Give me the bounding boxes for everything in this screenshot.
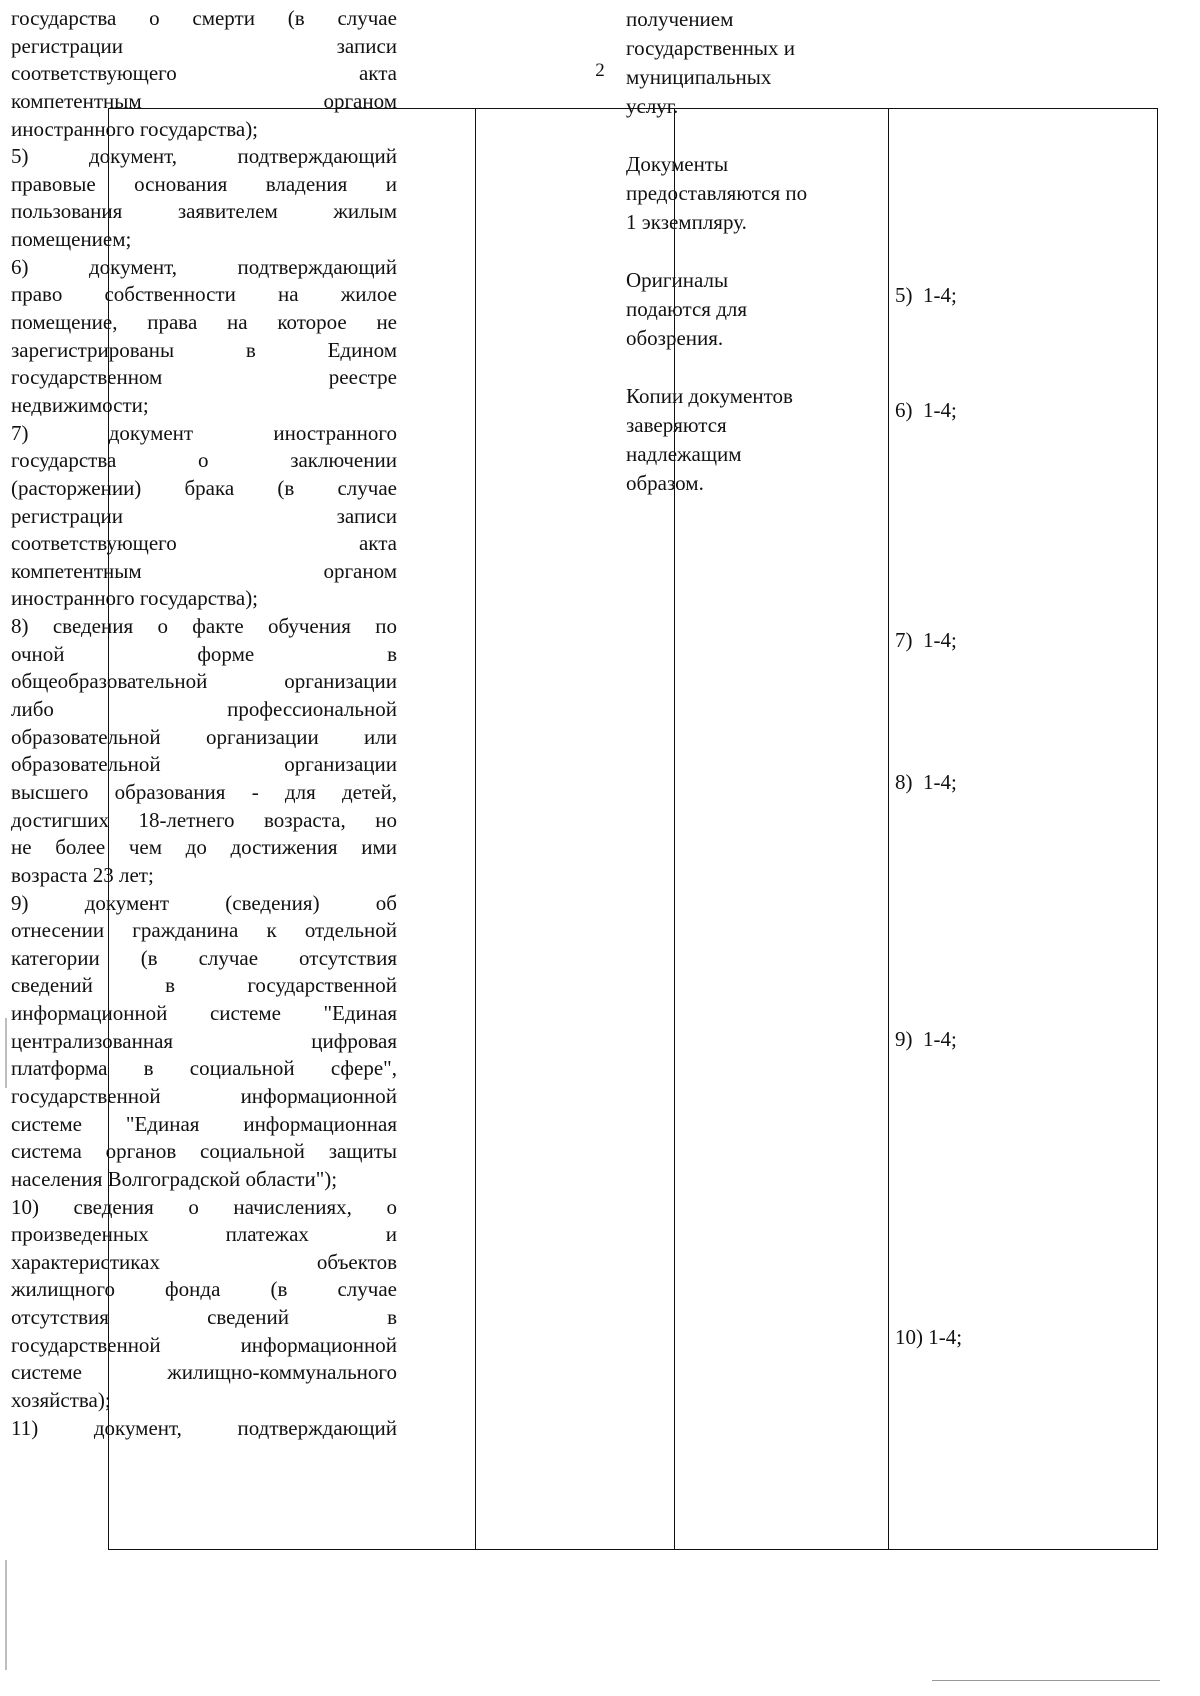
- document-word: 10): [11, 1194, 39, 1219]
- document-word: в: [245, 337, 256, 362]
- document-word: информационная: [243, 1111, 397, 1136]
- submission-note-line: Документы: [626, 152, 729, 176]
- document-word: хозяйства);: [11, 1388, 111, 1413]
- document-word: платежах: [225, 1222, 309, 1247]
- document-word: "Единая: [323, 1001, 397, 1026]
- document-word: компетентным: [11, 558, 142, 583]
- document-word: чем: [128, 835, 163, 860]
- document-word: о: [157, 614, 168, 639]
- reference-entry: 9) 1-4;: [895, 1027, 957, 1051]
- reference-entry: 5) 1-4;: [895, 283, 957, 307]
- document-word: организации: [284, 752, 397, 777]
- document-word: отсутствия: [299, 945, 397, 970]
- document-word: записи: [336, 33, 397, 58]
- document-word: отсутствия: [11, 1305, 109, 1330]
- document-word: сведения: [73, 1194, 154, 1219]
- document-word: о: [386, 1194, 397, 1219]
- document-text-line: [11, 281, 397, 309]
- document-text-line: [11, 254, 397, 282]
- document-word: подтверждающий: [237, 1415, 397, 1440]
- document-word: (в: [287, 6, 305, 30]
- document-word: права: [147, 310, 198, 335]
- submission-note-line: образом.: [626, 471, 704, 495]
- document-text-line: [11, 143, 397, 171]
- document-word: сведений: [207, 1305, 289, 1330]
- document-text-line: [11, 1304, 397, 1332]
- document-word: государственном: [11, 365, 163, 390]
- document-text-line: [11, 226, 397, 254]
- document-text-line: [11, 337, 397, 365]
- document-text-line: [11, 447, 397, 475]
- document-text-line: [11, 641, 397, 669]
- document-word: 7): [11, 420, 29, 445]
- submission-note-block: [626, 382, 841, 498]
- document-text-line: [11, 392, 397, 420]
- document-word: на: [227, 310, 248, 335]
- document-text-line: [11, 1387, 397, 1415]
- document-word: помещением;: [11, 227, 132, 252]
- document-text-line: [11, 668, 397, 696]
- document-word: в: [387, 641, 397, 666]
- document-word: 8): [11, 614, 29, 639]
- document-text-line: [11, 613, 397, 641]
- document-word: либо: [11, 697, 54, 722]
- reference-entry: 10) 1-4;: [895, 1325, 963, 1349]
- document-word: системе: [209, 1001, 281, 1026]
- submission-note-line: 1 экземпляру.: [626, 210, 747, 234]
- document-text-line: [11, 1000, 397, 1028]
- document-word: 18-летнего: [138, 807, 235, 832]
- document-text-line: [11, 558, 397, 586]
- document-text-line: [11, 503, 397, 531]
- document-word: государственной: [11, 1083, 161, 1108]
- document-text-line: [11, 751, 397, 779]
- document-word: помещение,: [11, 310, 118, 335]
- document-text-line: [11, 5, 397, 33]
- document-word: начислениях,: [233, 1194, 352, 1219]
- document-word: случае: [337, 1277, 397, 1302]
- document-word: -: [251, 779, 259, 804]
- submission-note-line: муниципальных: [626, 65, 772, 89]
- document-text-line: [11, 420, 397, 448]
- document-word: не: [376, 310, 397, 335]
- document-text-line: [11, 1249, 397, 1277]
- document-word: случае: [198, 945, 259, 970]
- document-word: реестре: [328, 365, 397, 390]
- document-word: информационной: [240, 1083, 397, 1108]
- document-word: "Единая: [125, 1111, 200, 1136]
- document-word: детей,: [341, 779, 397, 804]
- document-word: объектов: [316, 1249, 397, 1274]
- scan-artifact: [5, 1560, 7, 1670]
- document-word: акта: [358, 61, 397, 86]
- document-word: 6): [11, 254, 29, 279]
- document-text-line: [11, 585, 397, 613]
- document-text-line: [11, 724, 397, 752]
- document-word: компетентным: [11, 88, 142, 113]
- document-word: (в: [277, 475, 295, 500]
- document-text-line: [11, 1359, 397, 1387]
- document-word: смерти: [192, 6, 255, 30]
- document-word: в: [143, 1056, 154, 1081]
- document-text-line: [11, 1221, 397, 1249]
- document-text-line: [11, 1276, 397, 1304]
- submission-note-line: государственных и: [626, 36, 796, 60]
- document-word: форме: [197, 641, 255, 666]
- document-word: подтверждающий: [237, 144, 397, 169]
- document-text-line: [11, 1194, 397, 1222]
- document-text-line: [11, 890, 397, 918]
- document-text-line: [11, 1055, 397, 1083]
- document-word: жилым: [333, 199, 397, 224]
- document-word: ими: [361, 835, 397, 860]
- document-text-line: [11, 945, 397, 973]
- submission-note-line: заверяются: [626, 413, 727, 437]
- document-text-line: [11, 1138, 397, 1166]
- document-word: основания: [134, 171, 228, 196]
- document-word: регистрации: [11, 33, 123, 58]
- document-word: централизованная: [11, 1028, 174, 1053]
- document-word: к: [266, 918, 277, 943]
- document-word: на: [277, 282, 299, 307]
- document-text-line: [11, 917, 397, 945]
- document-word: которое: [277, 310, 347, 335]
- document-text-line: [11, 116, 397, 144]
- document-word: (сведения): [225, 890, 320, 915]
- document-word: но: [375, 807, 397, 832]
- document-text-line: [11, 1028, 397, 1056]
- document-word: жилищно-коммунального: [167, 1360, 397, 1385]
- document-word: сведения: [52, 614, 134, 639]
- submission-note-line: обозрения.: [626, 326, 724, 350]
- document-word: иностранного государства);: [11, 586, 259, 611]
- document-word: органом: [323, 88, 397, 113]
- document-word: до: [185, 835, 207, 860]
- document-text-line: [11, 834, 397, 862]
- document-word: документ: [84, 890, 170, 915]
- document-word: заявителем: [177, 199, 278, 224]
- document-word: государственной: [11, 1332, 161, 1357]
- submission-note-block: [626, 5, 841, 121]
- document-word: для: [284, 779, 316, 804]
- document-word: система: [11, 1139, 82, 1164]
- document-word: категории: [11, 945, 100, 970]
- document-word: по: [375, 614, 397, 639]
- document-word: возраста,: [264, 807, 346, 832]
- document-word: брака: [184, 475, 235, 500]
- document-word: 11): [11, 1415, 39, 1440]
- document-word: о: [188, 1194, 199, 1219]
- submission-note-line: Копии документов: [626, 384, 793, 408]
- document-word: недвижимости;: [11, 392, 149, 417]
- document-word: обучения: [267, 614, 351, 639]
- document-text-line: [11, 1415, 397, 1443]
- document-text-line: [11, 862, 397, 890]
- document-word: социальной: [200, 1139, 305, 1164]
- document-word: соответствующего: [11, 61, 177, 86]
- document-word: государства: [11, 6, 117, 30]
- document-word: пользования: [11, 199, 123, 224]
- document-word: документ: [108, 420, 194, 445]
- submission-notes-column: [626, 5, 841, 527]
- document-word: гражданина: [132, 918, 239, 943]
- document-word: в: [387, 1305, 397, 1330]
- document-text-line: [11, 1166, 397, 1194]
- document-word: характеристиках: [11, 1249, 160, 1274]
- scan-artifact: [5, 1018, 7, 1088]
- document-text-line: [11, 807, 397, 835]
- reference-entry: 6) 1-4;: [895, 398, 957, 422]
- document-word: органов: [105, 1139, 177, 1164]
- document-word: жилое: [340, 282, 397, 307]
- document-word: об: [375, 890, 397, 915]
- document-text-line: [11, 171, 397, 199]
- document-word: сведений: [11, 973, 93, 998]
- document-word: иностранного государства);: [11, 116, 259, 141]
- scan-edge-line: [932, 1680, 1160, 1681]
- submission-note-line: услуг.: [626, 94, 679, 118]
- document-word: информационной: [11, 1001, 168, 1026]
- document-word: платформа: [11, 1056, 108, 1081]
- document-word: заключении: [290, 448, 397, 473]
- document-text-line: [11, 88, 397, 116]
- column-divider-3: [888, 109, 889, 1549]
- document-word: (в: [140, 945, 158, 970]
- document-word: правовые: [11, 171, 96, 196]
- document-text-line: [11, 779, 397, 807]
- document-word: произведенных: [11, 1222, 149, 1247]
- document-word: образования: [114, 779, 226, 804]
- document-word: и: [385, 1222, 397, 1247]
- document-word: образовательной: [11, 724, 161, 749]
- document-word: государственной: [247, 973, 397, 998]
- document-word: социальной: [189, 1056, 295, 1081]
- document-word: общеобразовательной: [11, 669, 208, 694]
- submission-note-block: [626, 266, 841, 353]
- document-word: достигших: [11, 807, 109, 832]
- document-word: 9): [11, 890, 29, 915]
- document-word: 5): [11, 144, 29, 169]
- document-word: и: [385, 171, 397, 196]
- document-word: документ,: [93, 1415, 182, 1440]
- document-word: очной: [11, 641, 65, 666]
- document-word: отнесении: [11, 918, 105, 943]
- document-word: информационной: [240, 1332, 397, 1357]
- document-word: записи: [336, 503, 397, 528]
- document-word: организации: [284, 669, 397, 694]
- document-word: отдельной: [304, 918, 397, 943]
- submission-note-line: получением: [626, 7, 734, 31]
- document-word: документ,: [89, 144, 178, 169]
- document-word: в: [165, 973, 176, 998]
- document-word: жилищного: [11, 1277, 115, 1302]
- documents-list-column: [11, 5, 397, 1442]
- submission-note-line: надлежащим: [626, 442, 742, 466]
- document-word: подтверждающий: [237, 254, 397, 279]
- document-word: профессиональной: [227, 697, 397, 722]
- document-word: системе: [11, 1111, 82, 1136]
- column-divider-1: [475, 109, 476, 1549]
- document-word: соответствующего: [11, 531, 177, 556]
- document-text-line: [11, 530, 397, 558]
- document-text-line: [11, 475, 397, 503]
- document-word: о: [149, 6, 160, 30]
- document-word: владения: [265, 171, 348, 196]
- document-word: сфере",: [330, 1056, 397, 1081]
- document-word: защиты: [328, 1139, 397, 1164]
- document-word: или: [364, 724, 397, 749]
- document-word: собственности: [104, 282, 236, 307]
- page-number: 2: [595, 60, 605, 81]
- document-word: фонда: [165, 1277, 221, 1302]
- document-word: факте: [192, 614, 244, 639]
- reference-entry: 8) 1-4;: [895, 770, 957, 794]
- document-text-line: [11, 364, 397, 392]
- document-word: государства: [11, 448, 117, 473]
- document-text-line: [11, 198, 397, 226]
- document-word: возраста 23 лет;: [11, 862, 154, 887]
- document-word: образовательной: [11, 752, 161, 777]
- reference-entry: 7) 1-4;: [895, 628, 957, 652]
- document-word: достижения: [230, 835, 338, 860]
- document-word: Едином: [327, 337, 397, 362]
- document-text-line: [11, 972, 397, 1000]
- document-text-line: [11, 1332, 397, 1360]
- submission-note-line: Оригиналы: [626, 268, 729, 292]
- document-word: акта: [358, 531, 397, 556]
- document-word: регистрации: [11, 503, 123, 528]
- document-word: высшего: [11, 779, 89, 804]
- document-text-line: [11, 1111, 397, 1139]
- document-word: зарегистрированы: [11, 337, 175, 362]
- document-word: органом: [323, 558, 397, 583]
- document-text-line: [11, 60, 397, 88]
- document-word: не: [11, 835, 32, 860]
- document-text-line: [11, 33, 397, 61]
- document-word: цифровая: [311, 1028, 397, 1053]
- document-word: случае: [337, 475, 397, 500]
- document-word: случае: [337, 6, 397, 30]
- document-word: право: [11, 282, 63, 307]
- document-word: иностранного: [273, 420, 397, 445]
- document-word: населения Волгоградской области");: [11, 1166, 338, 1191]
- submission-note-line: предоставляются по: [626, 181, 808, 205]
- document-word: организации: [205, 724, 319, 749]
- document-word: о: [198, 448, 209, 473]
- document-word: документ,: [89, 254, 178, 279]
- document-text-line: [11, 696, 397, 724]
- submission-note-line: подаются для: [626, 297, 748, 321]
- document-word: системе: [11, 1360, 82, 1385]
- document-word: (в: [270, 1277, 288, 1302]
- document-text-line: [11, 309, 397, 337]
- document-word: более: [55, 835, 106, 860]
- submission-note-block: [626, 150, 841, 237]
- document-text-line: [11, 1083, 397, 1111]
- document-word: (расторжении): [11, 475, 142, 500]
